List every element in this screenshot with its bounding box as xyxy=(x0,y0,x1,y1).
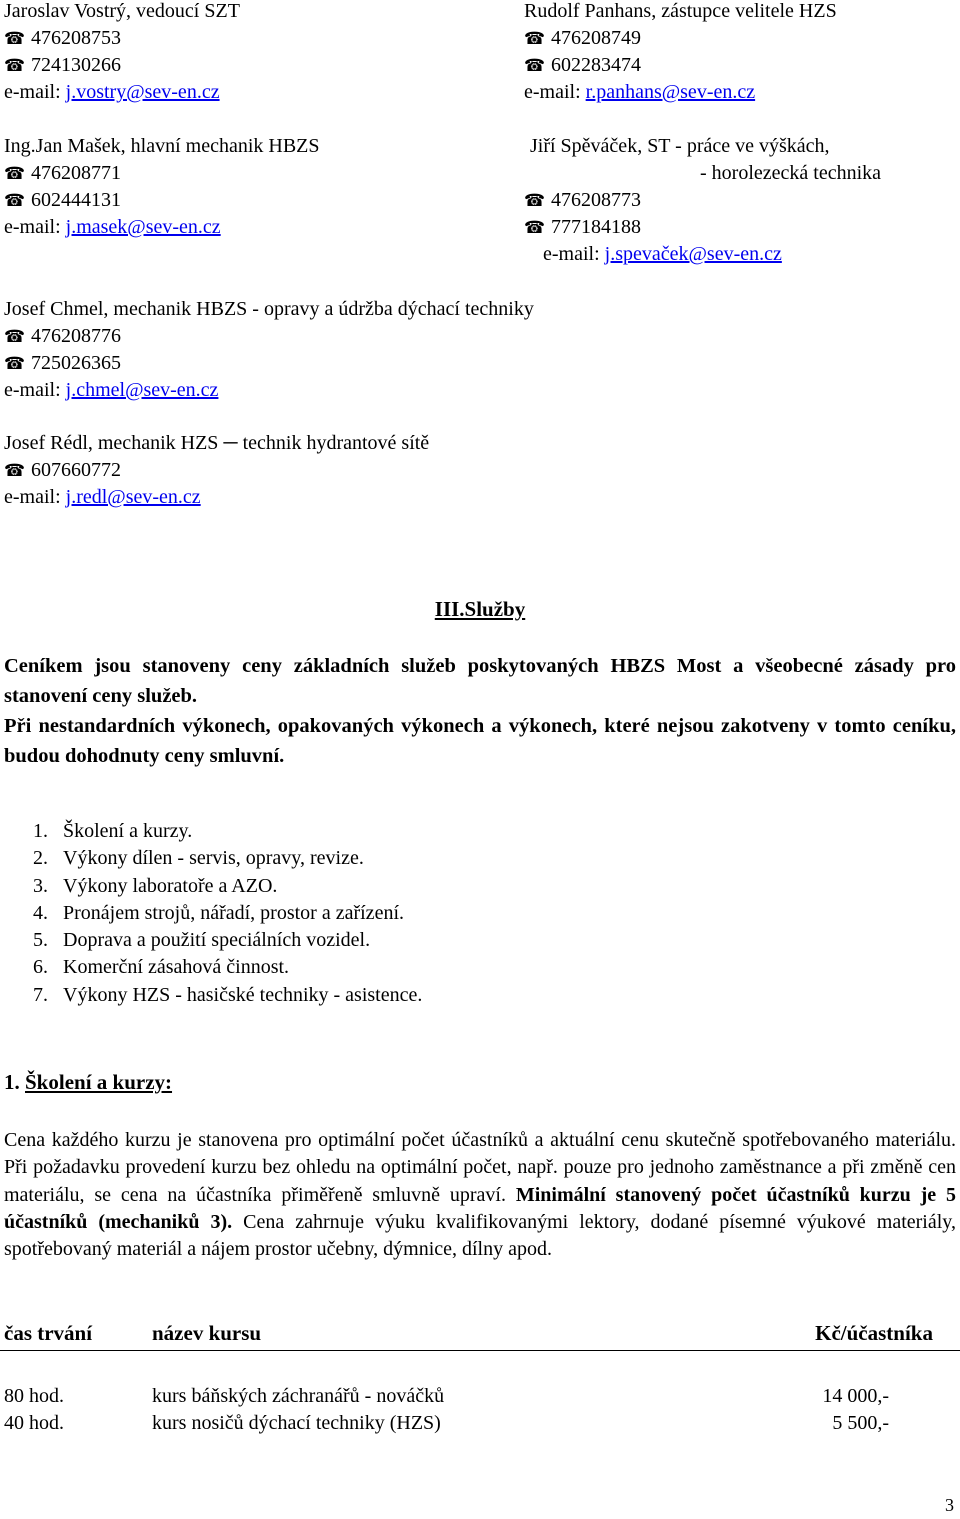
table-divider xyxy=(0,1350,960,1351)
telephone-icon: ☎ xyxy=(4,461,26,481)
contact-name: Josef Rédl, mechanik HZS ─ technik hydrantové sítě xyxy=(4,432,430,454)
table-header-price: Kč/účastníka xyxy=(815,1321,933,1345)
telephone-icon: ☎ xyxy=(4,56,26,76)
phone-number: 607660772 xyxy=(31,459,121,481)
phone-number: 476208773 xyxy=(551,189,641,211)
table-cell-name: kurs nosičů dýchací techniky (HZS) xyxy=(152,1412,441,1434)
section-intro-1: Ceníkem jsou stanoveny ceny základních služeb poskytovaných HBZS Most a všeobecné zásady pro stanovení ceny služeb. xyxy=(4,655,956,707)
phone-number: 476208771 xyxy=(31,162,121,184)
email-label: e-mail: xyxy=(543,243,605,265)
telephone-icon: ☎ xyxy=(524,218,546,238)
minimum-participants-note: Minimální stanovený počet účastníků kurzu je 5 účastníků (mechaniků 3). xyxy=(4,1183,956,1233)
table-cell-name: kurs báňských záchranářů - nováčků xyxy=(152,1385,445,1407)
contact-name: Rudolf Panhans, zástupce velitele HZS xyxy=(524,0,837,22)
telephone-icon: ☎ xyxy=(4,327,26,347)
table-header-duration: čas trvání xyxy=(4,1321,93,1345)
phone-number: 724130266 xyxy=(31,54,121,76)
contact-name: Josef Chmel, mechanik HBZS - opravy a údržba dýchací techniky xyxy=(4,298,534,320)
phone-number: 476208753 xyxy=(31,27,121,49)
table-header-name: název kursu xyxy=(152,1321,262,1345)
email-link[interactable]: j.masek@sev-en.cz xyxy=(65,216,221,238)
training-heading-text: Školení a kurzy: xyxy=(25,1070,173,1094)
phone-number: 777184188 xyxy=(551,216,641,238)
training-heading-number: 1. xyxy=(4,1070,20,1094)
telephone-icon: ☎ xyxy=(4,354,26,374)
list-item: 2. Výkony dílen - servis, opravy, revize. xyxy=(33,847,364,870)
contact-name: Jaroslav Vostrý, vedoucí SZT xyxy=(4,0,240,22)
email-label: e-mail: xyxy=(4,216,66,238)
training-heading xyxy=(4,1069,172,1096)
phone-number: 602444131 xyxy=(31,189,121,211)
telephone-icon: ☎ xyxy=(4,164,26,184)
telephone-icon: ☎ xyxy=(524,191,546,211)
list-item: 5. Doprava a použití speciálních vozidel. xyxy=(33,929,371,952)
phone-number: 476208776 xyxy=(31,325,121,347)
list-item: 3. Výkony laboratoře a AZO. xyxy=(33,874,278,897)
email-link[interactable]: r.panhans@sev-en.cz xyxy=(585,81,756,103)
telephone-icon: ☎ xyxy=(4,29,26,49)
telephone-icon: ☎ xyxy=(524,56,546,76)
table-cell-price: 5 500,- xyxy=(832,1412,889,1434)
table-cell-price: 14 000,- xyxy=(822,1385,889,1407)
training-paragraph: Cena každého kurzu je stanovena pro optimální počet účastníků a aktuální cenu skutečně spotřebovaného materiálu. Při požadavku provedení kurzu bez ohledu na optimální počet, např. pouze pro jednoho zaměstnance a při změně cen materiálu, se cena na účastníka přiměřeně smluvně upraví. Minimální stanovený počet účastníků kurzu je 5 účastníků (mechaniků 3). Cena zahrnuje výuku kvalifikovanými lektory, dodané písemné výukové materiály, spotřebovaný materiál a nájem prostor učebny, dýmnice, dílny apod. xyxy=(4,1129,956,1261)
contact-role-line2: - horolezecká technika xyxy=(700,162,882,184)
list-item: 4. Pronájem strojů, nářadí, prostor a zařízení. xyxy=(33,901,404,924)
phone-number: 725026365 xyxy=(31,352,121,374)
email-label: e-mail: xyxy=(524,81,586,103)
email-label: e-mail: xyxy=(4,379,66,401)
table-cell-duration: 80 hod. xyxy=(4,1385,64,1407)
section-intro-2: Při nestandardních výkonech, opakovaných výkonech a výkonech, které nejsou zakotveny v tomto ceníku, budou dohodnuty ceny smluvní. xyxy=(4,715,956,767)
email-label: e-mail: xyxy=(4,486,66,508)
section-title: III.Služby xyxy=(434,597,526,621)
page-number: 3 xyxy=(945,1495,954,1515)
email-link[interactable]: j.chmel@sev-en.cz xyxy=(65,379,219,401)
phone-number: 476208749 xyxy=(551,27,641,49)
email-link[interactable]: j.vostry@sev-en.cz xyxy=(65,81,220,103)
list-item: 7. Výkony HZS - hasičské techniky - asistence. xyxy=(33,983,423,1006)
contact-panhans xyxy=(524,0,837,106)
telephone-icon: ☎ xyxy=(524,29,546,49)
contact-masek xyxy=(4,133,320,241)
telephone-icon: ☎ xyxy=(4,191,26,211)
contact-chmel xyxy=(4,296,534,404)
email-link[interactable]: j.redl@sev-en.cz xyxy=(65,486,201,508)
email-label: e-mail: xyxy=(4,81,66,103)
services-list xyxy=(33,818,422,1009)
contact-vostry xyxy=(4,0,240,106)
contact-name: Jiří Spěváček, ST - práce ve výškách, xyxy=(530,135,830,157)
contact-spevacek xyxy=(524,133,882,268)
list-item: 6. Komerční zásahová činnost. xyxy=(33,956,290,979)
table-cell-duration: 40 hod. xyxy=(4,1412,64,1434)
phone-number: 602283474 xyxy=(551,54,641,76)
contact-redl xyxy=(4,430,429,511)
list-item: 1. Školení a kurzy. xyxy=(33,820,193,842)
email-link[interactable]: j.spevaček@sev-en.cz xyxy=(604,243,782,265)
contact-name: Ing.Jan Mašek, hlavní mechanik HBZS xyxy=(4,135,320,157)
